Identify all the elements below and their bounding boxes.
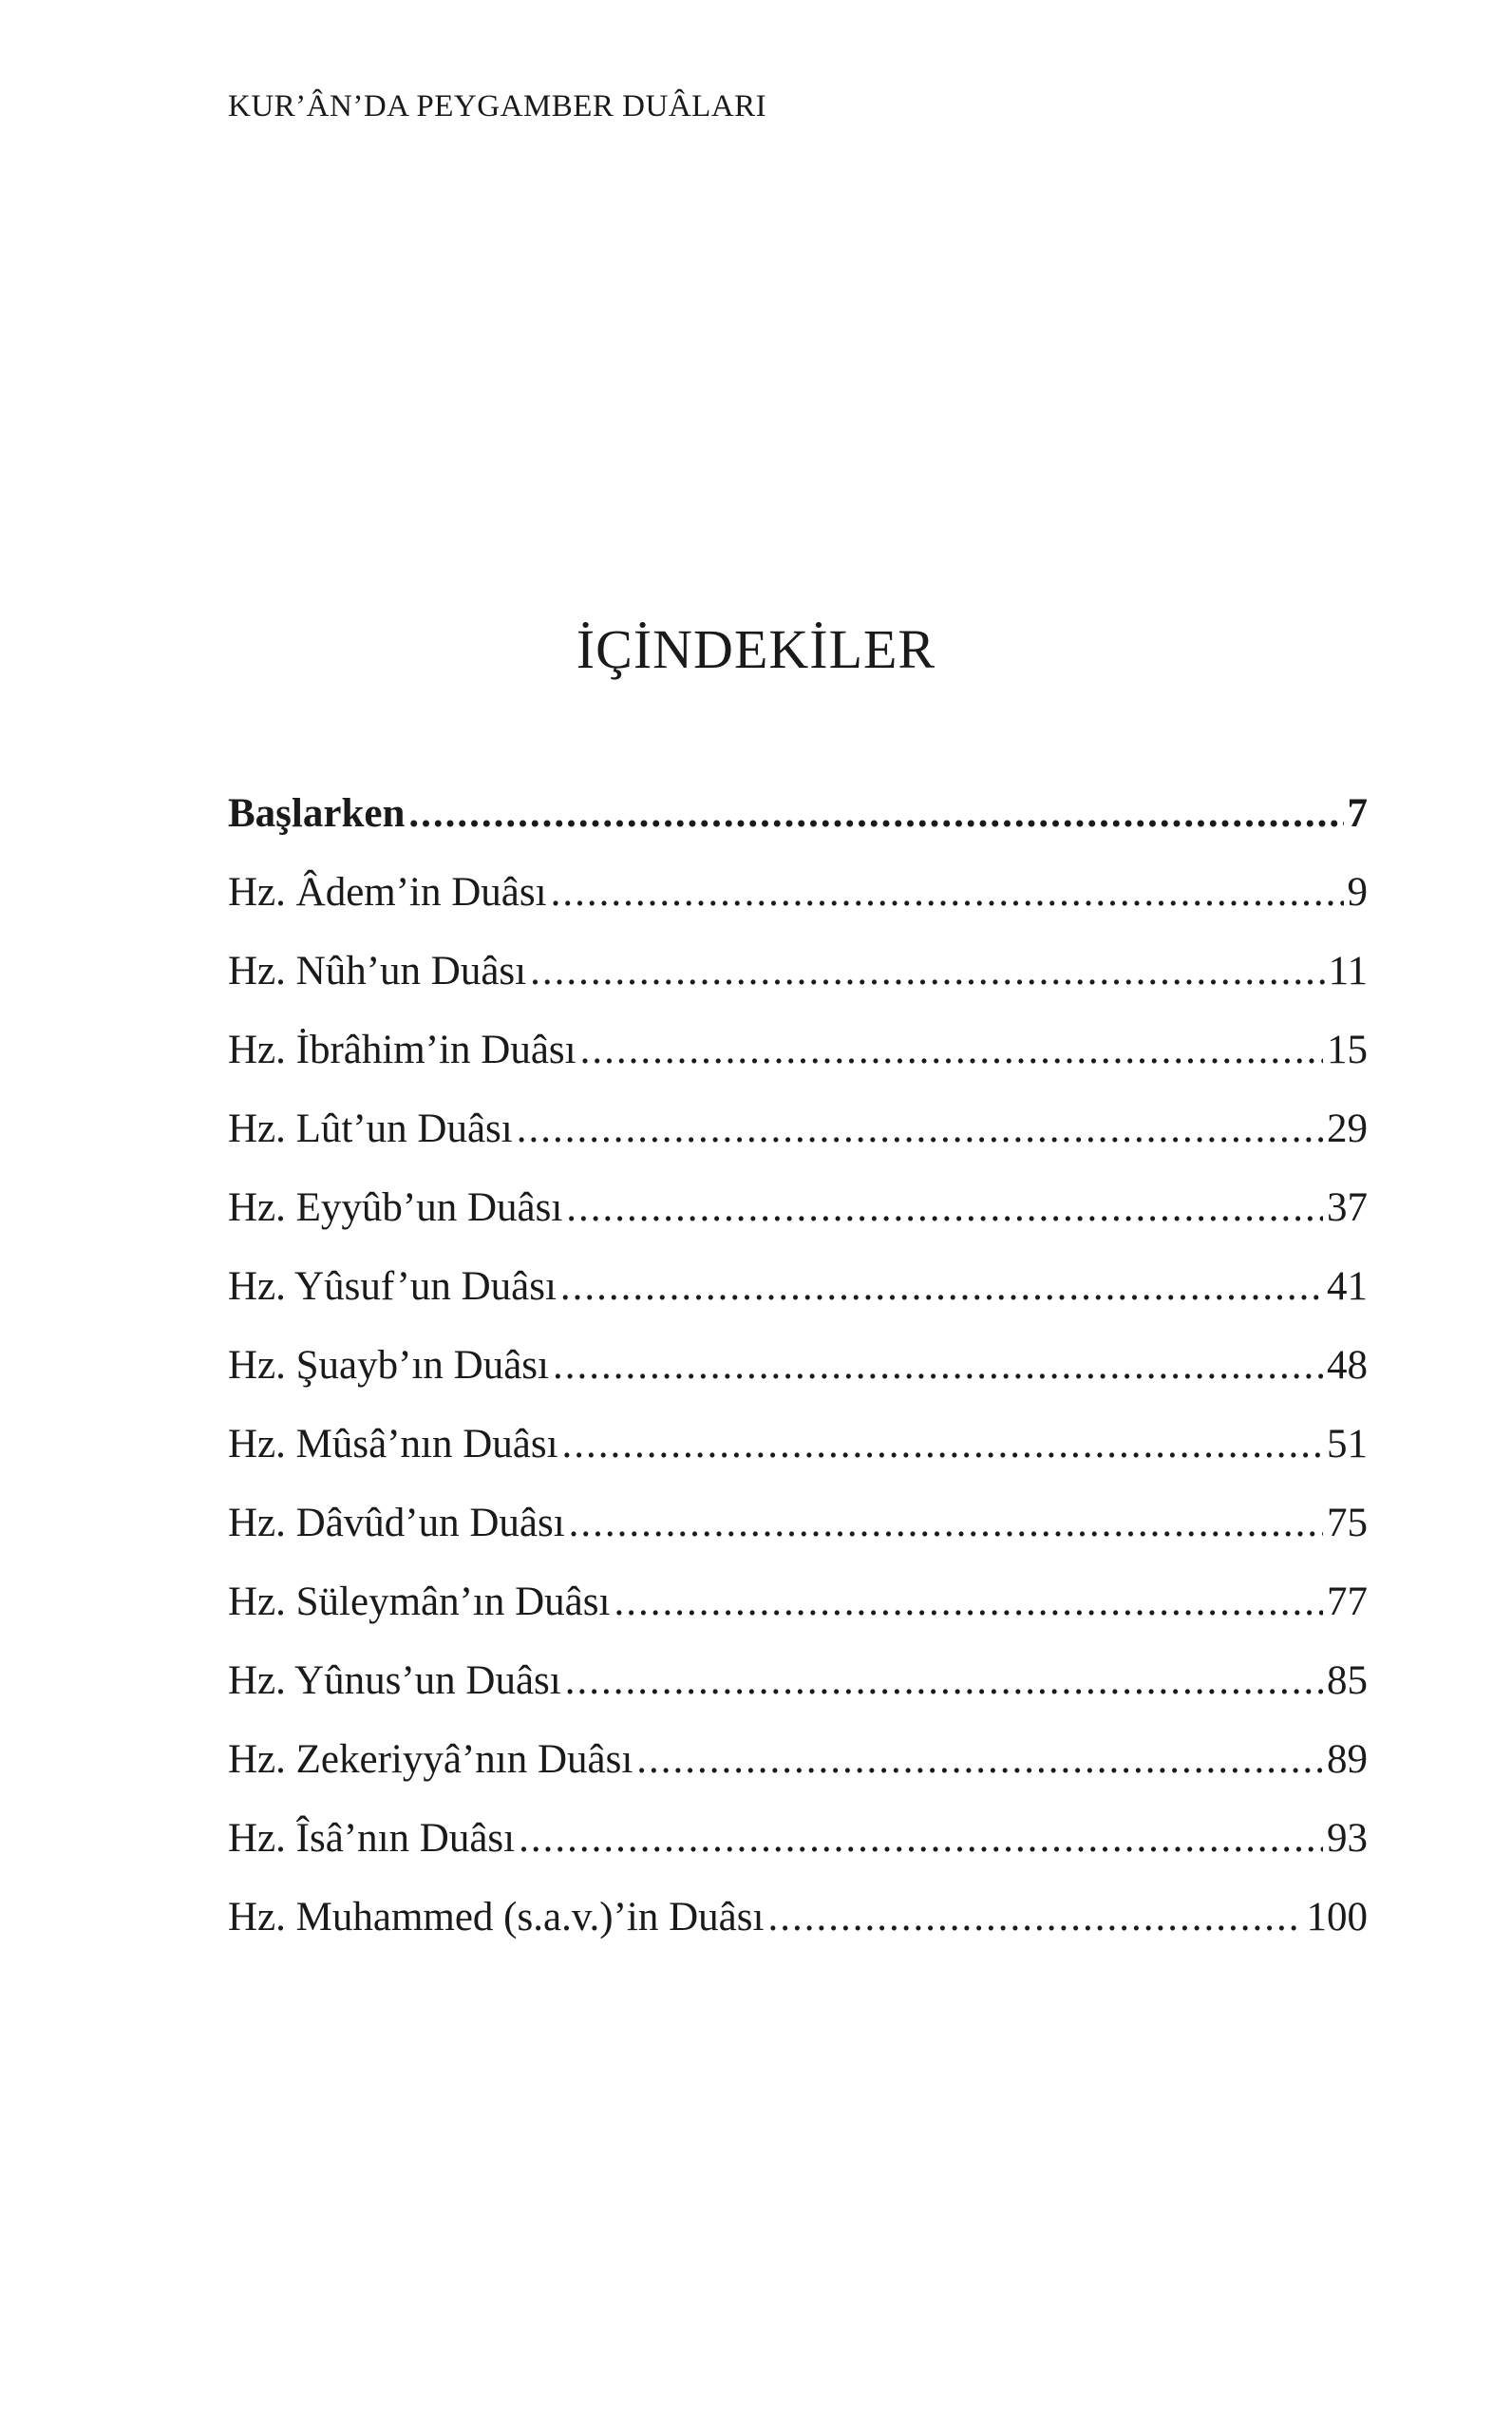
toc-dot-leader <box>614 1579 1323 1625</box>
toc-entry[interactable] <box>228 1106 1368 1184</box>
toc-entry[interactable] <box>228 1736 1368 1815</box>
toc-entry-title: Hz. Zekeriyyâ’nın Duâsı <box>228 1737 633 1782</box>
toc-dot-leader <box>767 1894 1302 1940</box>
toc-dot-leader <box>562 1421 1323 1467</box>
toc-entry-title: Hz. Süleymân’ın Duâsı <box>228 1580 611 1624</box>
toc-entry-title: Hz. Muhammed (s.a.v.)’in Duâsı <box>228 1895 765 1939</box>
toc-entry-title: Hz. Âdem’in Duâsı <box>228 870 547 915</box>
toc-dot-leader <box>636 1736 1323 1783</box>
toc-entry-title: Hz. Yûsuf’un Duâsı <box>228 1264 557 1309</box>
toc-entry[interactable] <box>228 948 1368 1027</box>
toc-dot-leader <box>551 869 1344 916</box>
toc-entry[interactable] <box>228 1500 1368 1579</box>
toc-entry[interactable] <box>228 1579 1368 1657</box>
toc-entry[interactable] <box>228 790 1368 869</box>
toc-dot-leader <box>565 1657 1323 1704</box>
toc-entry-title: Hz. Îsâ’nın Duâsı <box>228 1816 516 1861</box>
toc-entry[interactable] <box>228 1815 1368 1894</box>
toc-entry-page: 85 <box>1327 1658 1368 1703</box>
toc-entry-page: 7 <box>1347 791 1368 836</box>
toc-entry-page: 77 <box>1327 1580 1368 1624</box>
toc-dot-leader <box>553 1342 1323 1389</box>
running-header: KUR’ÂN’DA PEYGAMBER DUÂLARI <box>228 89 767 123</box>
page-title: İÇİNDEKİLER <box>576 618 936 680</box>
toc-entry[interactable] <box>228 1184 1368 1263</box>
toc-entry[interactable] <box>228 1027 1368 1106</box>
toc-entry-title: Hz. Dâvûd’un Duâsı <box>228 1501 565 1545</box>
toc-dot-leader <box>519 1815 1323 1862</box>
toc-entry-page: 41 <box>1327 1264 1368 1309</box>
toc-dot-leader <box>408 790 1343 837</box>
toc-entry-page: 29 <box>1327 1107 1368 1151</box>
toc-entry-title: Başlarken <box>228 791 406 836</box>
toc-dot-leader <box>517 1106 1323 1152</box>
toc-entry-title: Hz. Lût’un Duâsı <box>228 1107 513 1151</box>
toc-entry[interactable] <box>228 1342 1368 1421</box>
toc-entry-title: Hz. Nûh’un Duâsı <box>228 949 527 993</box>
toc-entry-title: Hz. Mûsâ’nın Duâsı <box>228 1422 558 1466</box>
toc-entry-page: 37 <box>1327 1185 1368 1230</box>
toc-entry-title: Hz. Eyyûb’un Duâsı <box>228 1185 563 1230</box>
toc-entry-page: 89 <box>1327 1737 1368 1782</box>
toc-entry-page: 51 <box>1327 1422 1368 1466</box>
toc-entry-title: Hz. Şuayb’ın Duâsı <box>228 1343 549 1388</box>
toc-dot-leader <box>580 1027 1323 1073</box>
table-of-contents <box>228 790 1368 1973</box>
toc-entry[interactable] <box>228 869 1368 948</box>
toc-entry-page: 100 <box>1306 1895 1368 1939</box>
toc-entry-page: 9 <box>1347 870 1368 915</box>
toc-entry-page: 48 <box>1327 1343 1368 1388</box>
toc-entry[interactable] <box>228 1263 1368 1342</box>
toc-entry-title: Hz. İbrâhim’in Duâsı <box>228 1028 576 1072</box>
toc-entry-page: 15 <box>1327 1028 1368 1072</box>
toc-entry[interactable] <box>228 1894 1368 1973</box>
toc-entry[interactable] <box>228 1421 1368 1500</box>
toc-dot-leader <box>569 1500 1323 1546</box>
toc-entry-page: 93 <box>1327 1816 1368 1861</box>
toc-dot-leader <box>530 948 1325 994</box>
toc-dot-leader <box>566 1184 1323 1231</box>
toc-entry-page: 75 <box>1327 1501 1368 1545</box>
toc-entry-title: Hz. Yûnus’un Duâsı <box>228 1658 561 1703</box>
toc-entry-page: 11 <box>1328 949 1368 993</box>
toc-entry[interactable] <box>228 1657 1368 1736</box>
toc-dot-leader <box>560 1263 1323 1310</box>
